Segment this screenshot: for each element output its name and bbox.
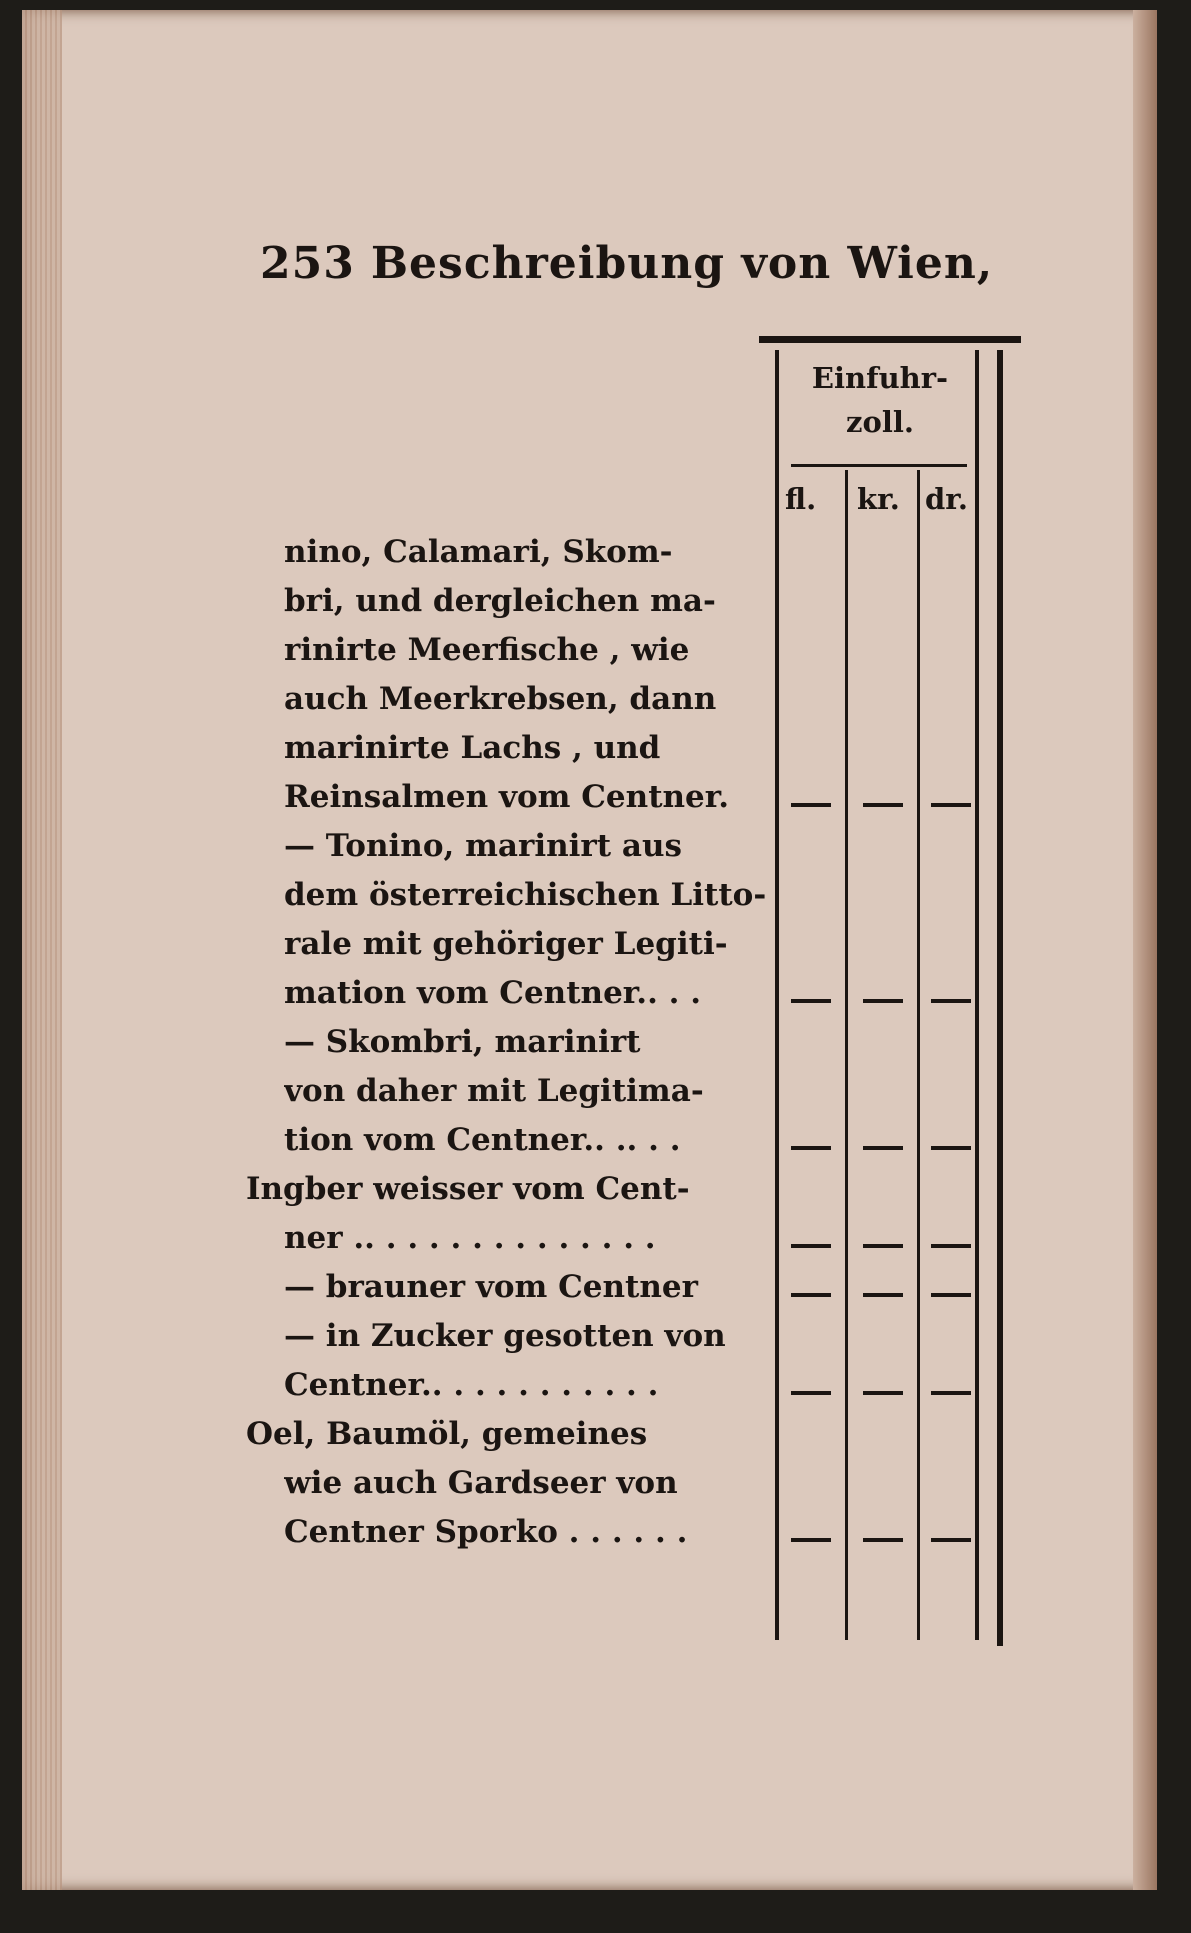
book-page: [22, 10, 1157, 1890]
entry-line: wie auch Gardseer von: [284, 1465, 678, 1501]
table-rule-right-inner: [975, 350, 979, 1640]
entry-line: Reinsalmen vom Centner.: [284, 779, 730, 815]
value-dash-dr: [931, 1293, 971, 1297]
value-dash-fl: [791, 1391, 831, 1395]
entry-line: Centner Sporko . . . . . .: [284, 1514, 688, 1550]
entry-line: Oel, Baumöl, gemeines: [246, 1416, 648, 1452]
entry-line: auch Meerkrebsen, dann: [284, 681, 717, 717]
entry-line: — Tonino, marinirt aus: [284, 828, 682, 864]
table-top-rule: [759, 336, 1021, 343]
table-rule-left: [775, 350, 779, 1640]
value-dash-fl: [791, 999, 831, 1003]
entry-line: mation vom Centner.. . .: [284, 975, 702, 1011]
entry-line: Centner.. . . . . . . . . . .: [284, 1367, 659, 1403]
entry-line: nino, Calamari, Skom-: [284, 534, 673, 570]
value-dash-dr: [931, 1244, 971, 1248]
entry-line: von daher mit Legitima-: [284, 1073, 704, 1109]
value-dash-dr: [931, 1391, 971, 1395]
value-dash-fl: [791, 1293, 831, 1297]
header-line-2: zoll.: [846, 405, 914, 439]
value-dash-kr: [863, 803, 903, 807]
value-dash-fl: [791, 1538, 831, 1542]
header-line-1: Einfuhr-: [811, 361, 949, 395]
running-head: [260, 238, 993, 289]
page-stack-edge: [22, 10, 62, 1890]
value-dash-dr: [931, 803, 971, 807]
col-head-kr: kr.: [857, 482, 900, 516]
value-dash-kr: [863, 1391, 903, 1395]
page-number: 253: [260, 238, 355, 289]
table-rule-right-outer: [997, 350, 1003, 1646]
value-dash-dr: [931, 1146, 971, 1150]
book-binding-edge: [1133, 10, 1157, 1890]
entry-line: ner .. . . . . . . . . . . . . .: [284, 1220, 656, 1256]
value-dash-kr: [863, 1293, 903, 1297]
entry-line: — in Zucker gesotten von: [284, 1318, 726, 1354]
entry-line: marinirte Lachs , und: [284, 730, 661, 766]
value-dash-dr: [931, 999, 971, 1003]
col-head-dr: dr.: [925, 482, 968, 516]
tariff-entries: [246, 528, 768, 1557]
value-dash-kr: [863, 1538, 903, 1542]
table-rule-fl: [845, 470, 848, 1640]
table-header-title: [795, 356, 965, 444]
value-dash-kr: [863, 1244, 903, 1248]
entry-line: bri, und dergleichen ma-: [284, 583, 716, 619]
entry-line: — Skombri, marinirt: [284, 1024, 641, 1060]
table-rule-kr: [917, 470, 920, 1640]
entry-line: rinirte Meerfische , wie: [284, 632, 690, 668]
entry-line: — brauner vom Centner: [284, 1269, 698, 1305]
value-dash-kr: [863, 1146, 903, 1150]
running-title: Beschreibung von Wien,: [370, 238, 994, 289]
duty-table: [759, 336, 1019, 1636]
entry-line: Ingber weisser vom Cent-: [246, 1171, 690, 1207]
value-dash-fl: [791, 1146, 831, 1150]
header-rule: [791, 464, 967, 467]
value-dash-fl: [791, 1244, 831, 1248]
col-head-fl: fl.: [785, 482, 817, 516]
entry-line: tion vom Centner.. .. . .: [284, 1122, 681, 1158]
entry-line: dem österreichischen Litto-: [284, 877, 767, 913]
value-dash-dr: [931, 1538, 971, 1542]
value-dash-kr: [863, 999, 903, 1003]
entry-line: rale mit gehöriger Legiti-: [284, 926, 728, 962]
value-dash-fl: [791, 803, 831, 807]
